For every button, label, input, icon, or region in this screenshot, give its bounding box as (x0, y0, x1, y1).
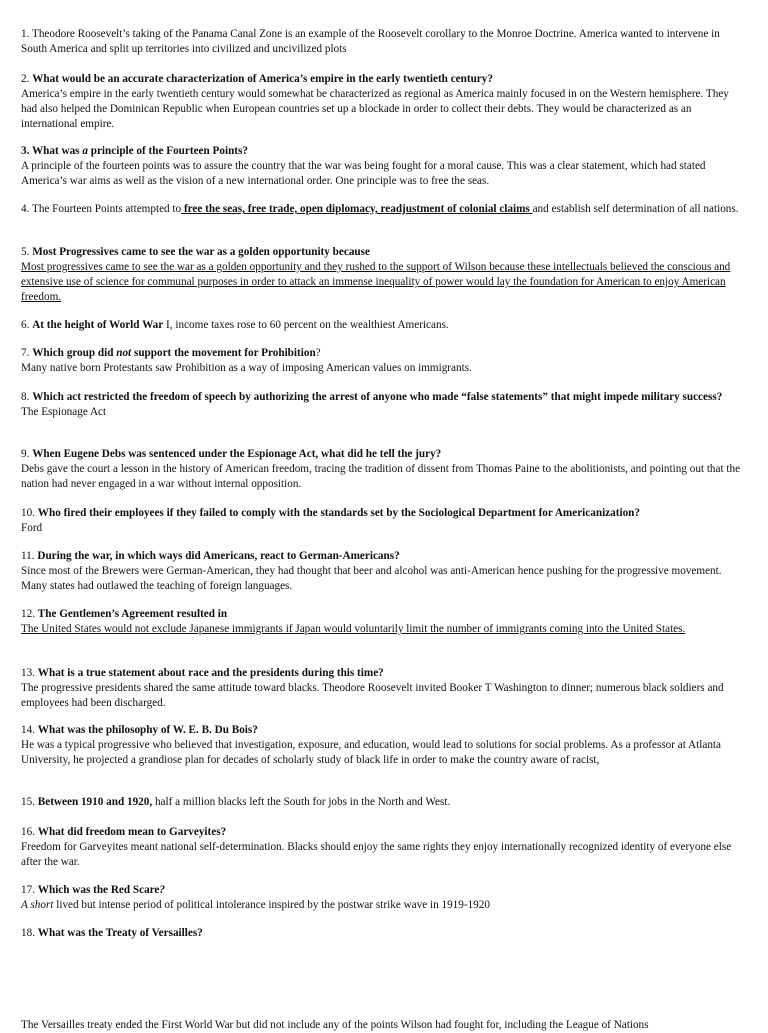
question-16-number: 16. (21, 826, 38, 838)
question-17-answer: A short lived but intense period of political intolerance inspired by the postwar strike wave in 1919-1920 (21, 899, 490, 911)
question-13-number: 13. (21, 667, 38, 679)
question-10-answer: Ford (21, 522, 43, 534)
question-5-answer: Most progressives came to see the war as a golden opportunity and they rushed to the support of Wilson because these intellectuals believed the conscious and extensive use of science for communal purposes in order to attack an immense inequality of power would lay the foundation for American to enjoy American freedom. (21, 261, 731, 303)
question-8-answer: The Espionage Act (21, 406, 107, 418)
question-12-answer: The United States would not exclude Japanese immigrants if Japan would voluntarily limit the number of immigrants coming into the United States. (21, 623, 686, 635)
question-11-answer: Since most of the Brewers were German-American, they had thought that beer and alcohol was anti-American hence pushing for the progressive movement. Many states had outlawed the teaching of foreign languages. (21, 565, 722, 592)
question-4-prompt-end: and establish self determination of all nations. (532, 203, 739, 215)
question-12 (21, 607, 743, 637)
question-16-answer: Freedom for Garveyites meant national self-determination. Blacks should enjoy the same rights they enjoy internationally recognized identity of everyone else after the war. (21, 841, 732, 868)
question-12-number: 12. (21, 608, 38, 620)
question-9 (21, 447, 743, 492)
question-14-answer: He was a typical progressive who believed that investigation, exposure, and education, would lead to solutions for social problems. As a professor at Atlanta University, he projected a grandiose plan for decades of scholarly study of black life in order to make the country aware of racist, (21, 739, 721, 766)
cut-off-answer-line: The Versailles treaty ended the First World War but did not include any of the points Wilson had fought for, including the League of Nations (21, 1019, 649, 1031)
question-11-prompt: During the war, in which ways did Americans, react to German-Americans? (37, 550, 400, 562)
question-18-prompt: What was the Treaty of Versailles? (37, 927, 203, 939)
question-6-number: 6. (21, 319, 33, 331)
question-15-text: half a million blacks left the South for jobs in the North and West. (152, 796, 451, 808)
question-8 (21, 390, 743, 420)
question-13-answer: The progressive presidents shared the same attitude toward blacks. Theodore Roosevelt invited Booker T Washington to dinner; numerous black soldiers and employees had been discharged. (21, 682, 724, 709)
question-6-bold: At the height of World War (32, 319, 164, 331)
question-18-number: 18. (21, 927, 38, 939)
question-14-prompt: What was the philosophy of W. E. B. Du Bois? (37, 724, 258, 736)
question-17-number: 17. (21, 884, 38, 896)
question-16 (21, 825, 743, 870)
question-5 (21, 245, 743, 305)
question-17-prompt: Which was the Red Scare (37, 884, 160, 896)
question-8-prompt: Which act restricted the freedom of speech by authorizing the arrest of anyone who made “false statements” that might impede military success? (32, 391, 723, 403)
question-3 (21, 144, 743, 189)
question-2-number: 2. (21, 73, 33, 85)
question-3-answer: A principle of the fourteen points was to assure the country that the war was being fought for a moral cause. This was a clear statement, which had stated America’s war aims as well as the vision of a new international order. One principle was to free the seas. (21, 160, 706, 187)
question-3-prompt: 3. What was a principle of the Fourteen Points? (21, 145, 248, 157)
question-15 (21, 795, 743, 810)
question-13 (21, 666, 743, 711)
question-8-number: 8. (21, 391, 33, 403)
question-5-number: 5. (21, 246, 33, 258)
question-14 (21, 723, 743, 768)
question-16-prompt: What did freedom mean to Garveyites? (37, 826, 227, 838)
question-9-answer: Debs gave the court a lesson in the history of American freedom, tracing the tradition of dissent from Thomas Paine to the abolitionists, and pointing out that the nation had never engaged in a war without internal opposition. (21, 463, 741, 490)
question-1-text: 1. Theodore Roosevelt’s taking of the Panama Canal Zone is an example of the Roosevelt corollary to the Monroe Doctrine. America wanted to intervene in South America and split up territories into civilized and uncivilized plots (21, 28, 720, 55)
question-1 (21, 27, 743, 57)
question-18 (21, 926, 743, 941)
question-6 (21, 318, 743, 333)
question-4 (21, 202, 743, 217)
question-2-prompt: What would be an accurate characterization of America’s empire in the early twentieth century? (32, 73, 493, 85)
question-9-prompt: When Eugene Debs was sentenced under the Espionage Act, what did he tell the jury? (32, 448, 442, 460)
question-11-number: 11. (21, 550, 38, 562)
question-10-prompt: Who fired their employees if they failed to comply with the standards set by the Sociological Department for Americanization? (37, 507, 640, 519)
question-7-answer: Many native born Protestants saw Prohibition as a way of imposing American values on immigrants. (21, 362, 472, 374)
question-5-prompt: Most Progressives came to see the war as a golden opportunity because (32, 246, 370, 258)
question-15-bold: Between 1910 and 1920, (37, 796, 153, 808)
question-11 (21, 549, 743, 594)
question-4-fill-in: free the seas, free trade, open diplomacy, readjustment of colonial claims (181, 203, 533, 215)
question-10-number: 10. (21, 507, 38, 519)
question-6-text: I, income taxes rose to 60 percent on the wealthiest Americans. (163, 319, 449, 331)
question-17: 17. Which was the Red Scare? A short lived but intense period of political intolerance inspired by the postwar strike wave in 1919-1920 (21, 883, 743, 913)
question-9-number: 9. (21, 448, 33, 460)
question-13-prompt: What is a true statement about race and the presidents during this time? (37, 667, 384, 679)
question-2 (21, 72, 743, 132)
question-15-number: 15. (21, 796, 38, 808)
question-4-prompt: 4. The Fourteen Points attempted to (21, 203, 182, 215)
question-7-prompt: Which group did not support the movement for Prohibition (32, 347, 316, 359)
question-7-number: 7. (21, 347, 33, 359)
question-12-prompt: The Gentlemen’s Agreement resulted in (37, 608, 228, 620)
question-10 (21, 506, 743, 536)
question-14-number: 14. (21, 724, 38, 736)
question-2-answer: America’s empire in the early twentieth century would somewhat be characterized as regional as America mainly focused in on the Western hemisphere. They had also helped the Dominican Republic when European countries set up a blockade in order to collect their debts. They would be characterized as an international empire. (21, 88, 729, 130)
question-7: 7. Which group did not support the movement for Prohibition? Many native born Protestants saw Prohibition as a way of imposing American values on immigrants. (21, 346, 743, 376)
